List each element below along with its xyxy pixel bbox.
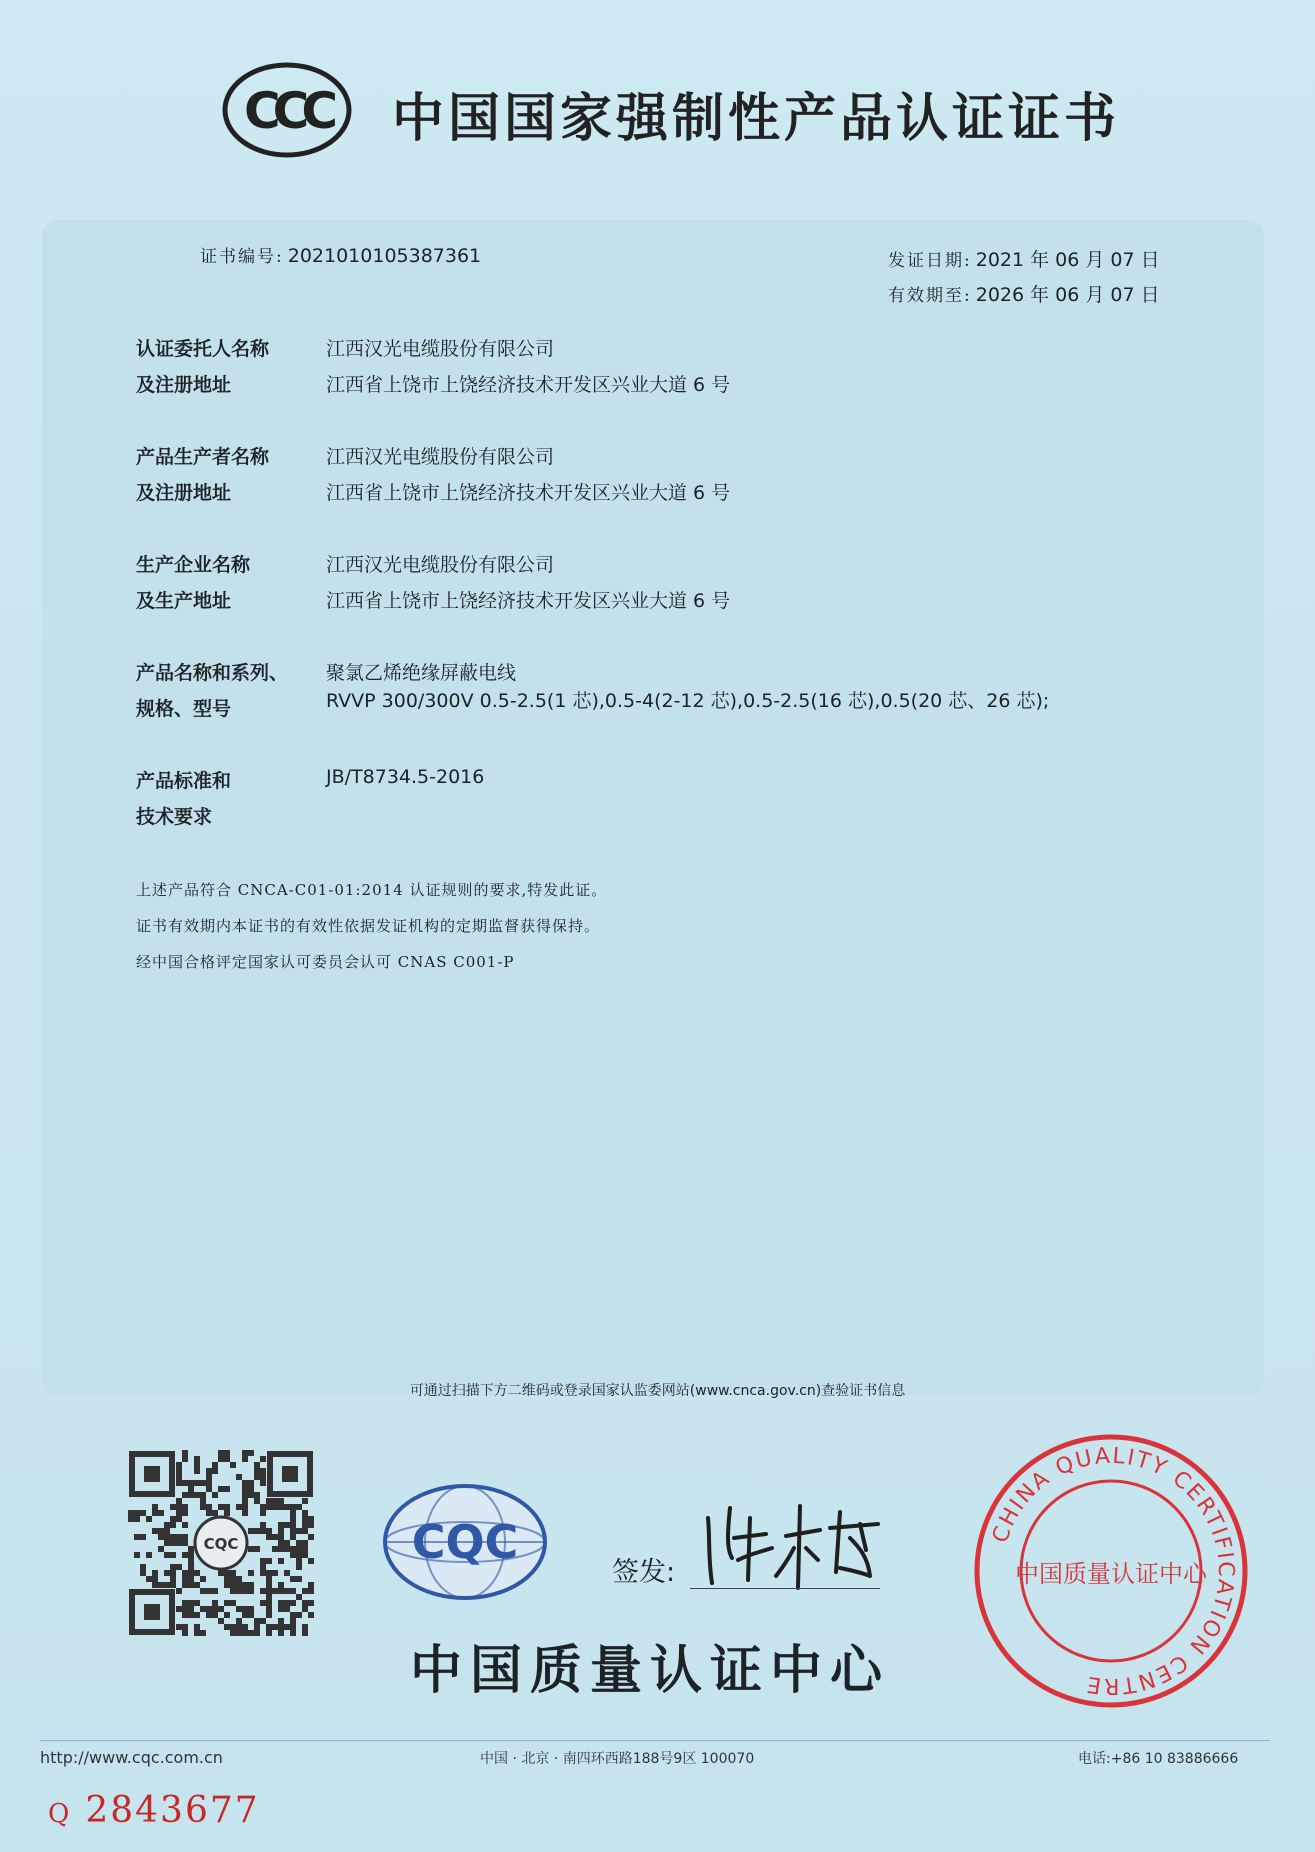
cqc-logo-text: CQC [411, 1515, 519, 1569]
ccc-logo [222, 62, 352, 158]
valid-until-value: 2026 年 06 月 07 日 [975, 284, 1160, 306]
field-value: RVVP 300/300V 0.5-2.5(1 芯),0.5-4(2-12 芯),0.5-2.5(16 芯),0.5(20 芯、26 芯); [326, 690, 1050, 712]
field-label: 技术要求 [136, 806, 213, 828]
certificate-number-label: 证书编号: [200, 247, 284, 267]
certificate-number-value: 2021010105387361 [287, 245, 482, 267]
signature-line [690, 1588, 880, 1589]
issue-date [888, 245, 1160, 272]
serial-prefix: Q [48, 1799, 70, 1829]
footer-phone: 电话:+86 10 83886666 [1078, 1751, 1239, 1767]
field-label: 及生产地址 [136, 590, 232, 612]
notes [136, 872, 607, 980]
valid-until [888, 280, 1160, 307]
field-label: 及注册地址 [136, 482, 232, 504]
certificate-number [200, 242, 481, 267]
seal-inner-text: 中国质量认证中心 [1015, 1560, 1207, 1588]
field-value: 江西汉光电缆股份有限公司 [326, 446, 555, 468]
note-line: 证书有效期内本证书的有效性依据发证机构的定期监督获得保持。 [136, 917, 601, 935]
field-value: JB/T8734.5-2016 [326, 766, 485, 788]
note-line: 经中国合格评定国家认可委员会认可 CNAS C001-P [136, 953, 515, 971]
signature-handwriting [690, 1488, 890, 1598]
issue-date-label: 发证日期: [888, 251, 972, 271]
ccc-logo-text: CCC [243, 82, 331, 140]
valid-until-label: 有效期至: [888, 286, 972, 306]
verification-note: 可通过扫描下方二维码或登录国家认监委网站(www.cnca.gov.cn)查验证书信息 [409, 1383, 906, 1399]
field-label: 产品生产者名称 [136, 446, 270, 468]
footer-url[interactable]: http://www.cqc.com.cn [40, 1748, 223, 1767]
field-value: 江西汉光电缆股份有限公司 [326, 338, 555, 360]
cqc-logo [380, 1482, 550, 1602]
field-value: 江西汉光电缆股份有限公司 [326, 554, 555, 576]
field-label: 生产企业名称 [136, 554, 251, 576]
issuing-organization: 中国质量认证中心 [410, 1641, 891, 1701]
qr-code[interactable] [128, 1450, 314, 1636]
issue-date-value: 2021 年 06 月 07 日 [975, 249, 1160, 271]
certificate-title: 中国国家强制性产品认证证书 [392, 89, 1121, 149]
note-line: 上述产品符合 CNCA-C01-01:2014 认证规则的要求,特发此证。 [136, 881, 608, 899]
official-seal [972, 1432, 1250, 1710]
serial-value: 2843677 [85, 1790, 260, 1831]
footer-divider [40, 1740, 1270, 1741]
signature-label: 签发: [612, 1557, 676, 1588]
field-value: 江西省上饶市上饶经济技术开发区兴业大道 6 号 [326, 590, 731, 612]
qr-center-logo-text: CQC [203, 1535, 239, 1553]
field-label: 及注册地址 [136, 374, 232, 396]
footer-address: 中国 · 北京 · 南四环西路188号9区 100070 [480, 1751, 755, 1767]
serial-number [48, 1790, 260, 1831]
field-label: 规格、型号 [136, 698, 232, 720]
field-value: 江西省上饶市上饶经济技术开发区兴业大道 6 号 [326, 374, 731, 396]
field-label: 认证委托人名称 [136, 338, 270, 360]
field-value: 江西省上饶市上饶经济技术开发区兴业大道 6 号 [326, 482, 731, 504]
field-value: 聚氯乙烯绝缘屏蔽电线 [326, 662, 517, 684]
field-label: 产品名称和系列、 [136, 662, 289, 684]
field-label: 产品标准和 [136, 770, 232, 792]
seal-outer-text: CHINA QUALITY CERTIFICATION CENTRE [988, 1443, 1239, 1699]
